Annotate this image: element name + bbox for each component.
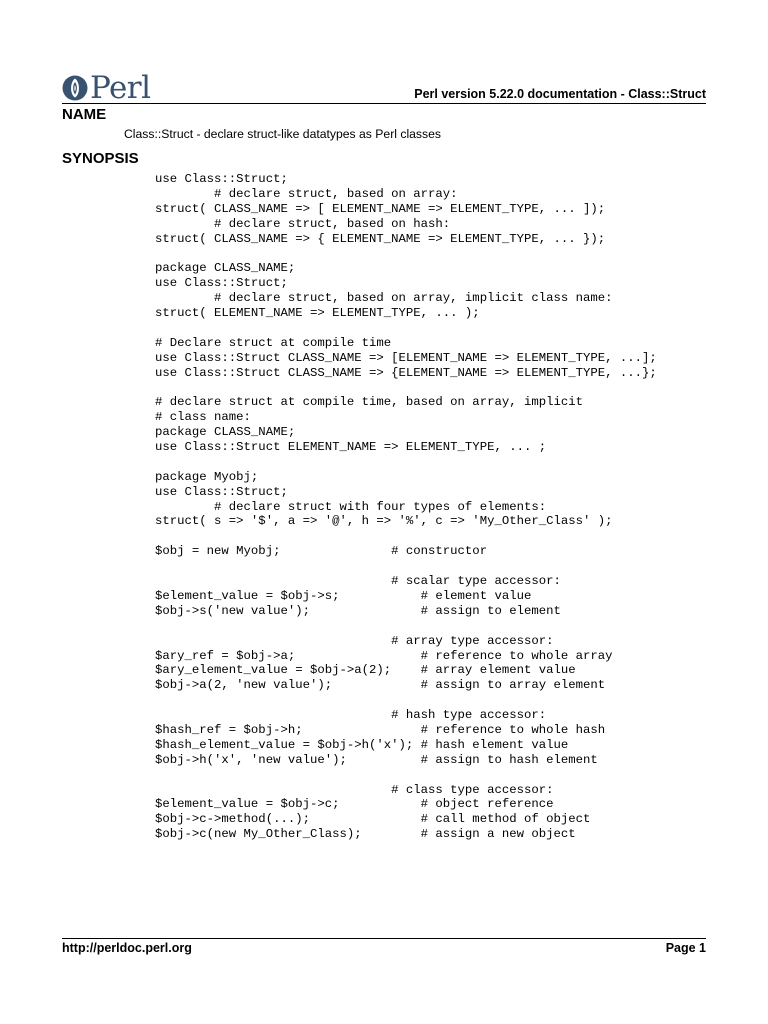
perl-logo (62, 69, 151, 106)
code-line: use Class::Struct CLASS_NAME => {ELEMENT_NAME => ELEMENT_TYPE, ...}; (155, 365, 657, 380)
code-line: # class type accessor: (155, 782, 554, 797)
code-line: $hash_ref = $obj->h; # reference to whole hash (155, 722, 606, 737)
footer-divider (62, 938, 706, 939)
code-line: $obj->h('x', 'new value'); # assign to hash element (155, 752, 598, 767)
code-line: package CLASS_NAME; (155, 425, 296, 440)
code-line (155, 559, 657, 574)
footer-url-link[interactable]: http://perldoc.perl.org (62, 941, 192, 955)
code-line: # hash type accessor: (155, 708, 547, 723)
code-line: struct( CLASS_NAME => { ELEMENT_NAME => ELEMENT_TYPE, ... }); (155, 231, 606, 246)
code-line: # declare struct, based on array: (155, 186, 458, 201)
code-line: use Class::Struct ELEMENT_NAME => ELEMENT_TYPE, ... ; (155, 440, 547, 455)
code-line (155, 246, 657, 261)
code-line: package CLASS_NAME; (155, 261, 296, 276)
code-line: $obj = new Myobj; # constructor (155, 544, 488, 559)
code-line: # class name: (155, 410, 251, 425)
code-line: $obj->s('new value'); # assign to element (155, 603, 561, 618)
code-line: # scalar type accessor: (155, 574, 561, 589)
code-line: struct( ELEMENT_NAME => ELEMENT_TYPE, ... ); (155, 306, 480, 321)
code-line: $element_value = $obj->c; # object reference (155, 797, 554, 812)
code-line: use Class::Struct CLASS_NAME => [ELEMENT_NAME => ELEMENT_TYPE, ...]; (155, 350, 657, 365)
name-description: Class::Struct - declare struct-like datatypes as Perl classes (124, 127, 441, 141)
code-line: # declare struct with four types of elements: (155, 499, 547, 514)
code-line: $hash_element_value = $obj->h('x'); # hash element value (155, 737, 569, 752)
code-line: $ary_element_value = $obj->a(2); # array element value (155, 663, 576, 678)
logo-text: Perl (90, 69, 151, 106)
page-title: Perl version 5.22.0 documentation - Class::Struct (414, 87, 706, 101)
code-line: use Class::Struct; (155, 484, 288, 499)
code-line (155, 619, 657, 634)
synopsis-code-block (155, 172, 657, 842)
code-line (155, 768, 657, 783)
code-line (155, 529, 657, 544)
code-line: $obj->a(2, 'new value'); # assign to array element (155, 678, 606, 693)
code-line (155, 455, 657, 470)
code-line: use Class::Struct; (155, 276, 288, 291)
code-line: $ary_ref = $obj->a; # reference to whole array (155, 648, 613, 663)
code-line: # array type accessor: (155, 633, 554, 648)
code-line: # declare struct at compile time, based on array, implicit (155, 395, 584, 410)
code-line: package Myobj; (155, 469, 259, 484)
code-line: struct( s => '$', a => '@', h => '%', c => 'My_Other_Class' ); (155, 514, 613, 529)
code-line: # declare struct, based on hash: (155, 216, 451, 231)
name-heading: NAME (62, 106, 107, 123)
code-line (155, 693, 657, 708)
code-line: # declare struct, based on array, implicit class name: (155, 291, 613, 306)
code-line: struct( CLASS_NAME => [ ELEMENT_NAME => ELEMENT_TYPE, ... ]); (155, 201, 606, 216)
synopsis-heading: SYNOPSIS (62, 150, 139, 167)
code-line: $obj->c(new My_Other_Class); # assign a new object (155, 827, 576, 842)
header-divider (62, 103, 706, 104)
code-line: use Class::Struct; (155, 172, 288, 186)
code-line (155, 380, 657, 395)
code-line (155, 321, 657, 336)
perl-onion-logo-icon (62, 75, 88, 101)
page-number: Page 1 (665, 941, 706, 955)
code-line: $obj->c->method(...); # call method of object (155, 812, 591, 827)
code-line: # Declare struct at compile time (155, 335, 392, 350)
code-line: $element_value = $obj->s; # element value (155, 588, 532, 603)
